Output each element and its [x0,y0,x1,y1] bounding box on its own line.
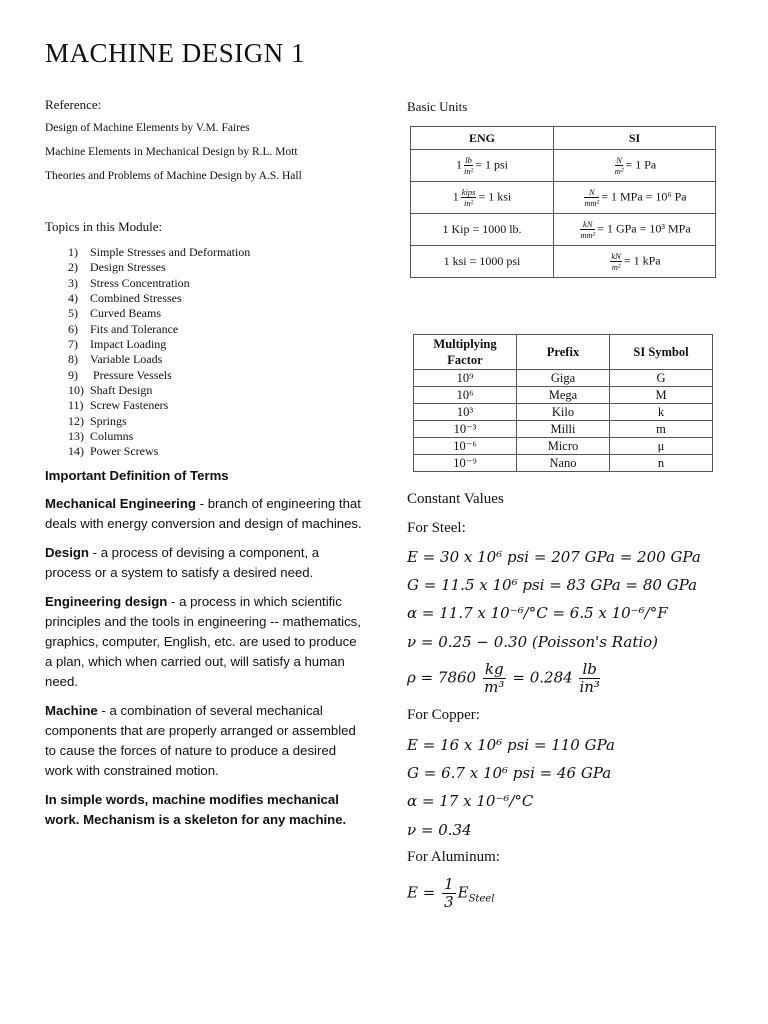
aluminum-e-var: E [457,883,469,902]
constants-heading: Constant Values [407,491,504,507]
definition-item [45,543,367,583]
numerator: lb [579,661,599,679]
topic-item [68,383,250,398]
denominator: in² [464,166,474,176]
topic-number: 2) [68,260,78,275]
steel-heading: For Steel: [407,520,466,536]
units-table-body [411,150,716,278]
prefix-cell: Micro [517,438,610,455]
si-cell [554,214,716,246]
topic-item [68,260,250,275]
denominator: 3 [444,893,454,911]
fraction [610,251,621,272]
fraction [615,155,624,176]
prefix-table [413,334,713,472]
aluminum-e-subscript: Steel [468,893,495,905]
denominator: m³ [484,678,505,696]
numerator: 1 [444,875,454,893]
table-row [414,404,713,421]
aluminum-e-formula [407,876,494,911]
topic-item [68,414,250,429]
topic-item [68,444,250,459]
table-row [411,182,716,214]
symbol-cell: μ [610,438,713,455]
denominator: mm² [584,198,600,208]
table-row [414,421,713,438]
topic-item [68,337,250,352]
definitions-section [45,466,367,839]
topic-label: Pressure Vessels [90,367,172,382]
prefix-cell: Mega [517,387,610,404]
si-suffix: = 1 GPa = 10³ MPa [597,221,691,236]
topic-number: 4) [68,291,78,306]
eng-prefix: 1 [452,189,459,204]
definition-item [45,592,367,692]
symbol-cell: M [610,387,713,404]
topic-label: Curved Beams [90,306,161,321]
copper-nu-formula: ν = 0.34 [407,821,472,839]
prefix-cell: Nano [517,455,610,472]
table-header-row [414,335,713,370]
topic-number: 14) [68,444,84,459]
eng-prefix: 1 [456,157,463,172]
topic-item [68,429,250,444]
topic-label: Stress Concentration [90,275,190,290]
definitions-heading: Important Definition of Terms [45,468,229,483]
topic-label: Springs [90,413,127,428]
definition-text: - branch of engineering that deals with energy conversion and design of machines. [45,496,362,531]
definition-text: - a process in which scientific principles and the tools in engineering -- mathematics, graphics, computer, English, etc. are used to produce a plan, which when carried out, will satisfy a human need. [45,594,361,689]
table-row [414,438,713,455]
factor-cell: 10⁶ [414,387,517,404]
aluminum-e-prefix: E = [407,883,436,902]
topic-label: Simple Stresses and Deformation [90,245,251,259]
definition-item [45,494,367,534]
factor-cell: 10³ [414,404,517,421]
factor-cell: 10⁻⁹ [414,455,517,472]
topic-number: 10) [68,383,84,398]
numerator: kg [484,660,504,678]
denominator: in³ [579,678,600,696]
definition-term: Machine [45,703,98,718]
page-title: MACHINE DESIGN 1 [45,38,305,68]
topic-label: Fits and Tolerance [90,321,179,336]
summary-text: In simple words, machine modifies mechanical work. Mechanism is a skeleton for any machine. [45,792,347,827]
reference-item: Theories and Problems of Machine Design by A.S. Hall [45,170,302,182]
definition-term: Engineering design [45,594,168,609]
si-suffix: = 1 kPa [623,253,661,268]
definition-term: Mechanical Engineering [45,496,196,511]
prefix-cell: Giga [517,370,610,387]
topic-number: 1) [68,245,78,259]
copper-heading: For Copper: [407,707,480,723]
definition-term: Design [45,545,89,560]
si-suffix: = 1 Pa [625,157,657,172]
prefix-cell: Kilo [517,404,610,421]
steel-e-formula: E = 30 x 10⁶ psi = 207 GPa = 200 GPa [407,548,701,566]
topics-list [68,245,250,460]
column-header: SI Symbol [610,335,713,370]
eng-suffix: = 1 psi [475,157,508,172]
topic-item [68,368,250,383]
definition-text: - a process of devising a component, a process or a system to satisfy a desired need. [45,545,320,580]
column-header: SI [554,127,716,150]
fraction [442,876,456,911]
numerator: kips [461,187,476,197]
eng-suffix: = 1 ksi [478,189,512,204]
topic-item [68,291,250,306]
topic-item [68,306,250,321]
topic-label: Power Screws [90,444,159,459]
prefix-table-body [414,370,713,472]
topics-heading: Topics in this Module: [45,219,163,234]
topic-number: 12) [68,413,84,428]
fraction [579,661,599,696]
topic-number: 3) [68,275,78,290]
symbol-cell: G [610,370,713,387]
topic-label: Combined Stresses [90,291,182,306]
fraction [461,187,477,208]
factor-cell: 10⁻³ [414,421,517,438]
steel-nu-formula: ν = 0.25 − 0.30 (Poisson's Ratio) [407,633,659,651]
denominator: mm² [580,230,596,240]
fraction [584,187,599,208]
definitions-summary [45,790,367,830]
steel-g-formula: G = 11.5 x 10⁶ psi = 83 GPa = 80 GPa [407,576,698,594]
symbol-cell: k [610,404,713,421]
topic-item [68,276,250,291]
symbol-cell: m [610,421,713,438]
si-cell [554,182,716,214]
steel-rho-formula [407,661,602,696]
table-row [411,246,716,278]
eng-cell [411,214,554,246]
topic-number: 6) [68,321,78,336]
numerator: kN [580,219,595,230]
eng-prefix: 1 Kip = 1000 lb. [442,222,522,236]
fraction [464,155,473,176]
numerator: N [584,187,599,198]
eng-cell [411,182,554,214]
topic-item [68,322,250,337]
topic-label: Impact Loading [90,337,167,352]
symbol-cell: n [610,455,713,472]
aluminum-heading: For Aluminum: [407,849,500,865]
topic-label: Variable Loads [90,352,163,367]
copper-g-formula: G = 6.7 x 10⁶ psi = 46 GPa [407,764,612,782]
fraction [580,219,595,240]
definition-text: - a combination of several mechanical components that are properly arranged or assembled to cause the forces of nature to produce a desired work with constrained motion. [45,703,356,778]
si-suffix: = 1 MPa = 10⁶ Pa [601,189,687,204]
units-table [410,126,716,278]
topic-label: Shaft Design [90,383,153,398]
fraction [483,661,506,696]
topic-item [68,245,250,260]
steel-alpha-formula: α = 11.7 x 10⁻⁶/°C = 6.5 x 10⁻⁶/°F [407,604,668,622]
reference-heading: Reference: [45,97,102,112]
eng-cell [411,246,554,278]
topic-label: Columns [90,429,134,444]
denominator: in² [464,198,474,208]
factor-cell: 10⁹ [414,370,517,387]
definition-item [45,701,367,781]
topic-label: Screw Fasteners [90,398,169,413]
table-row [414,387,713,404]
rho-prefix: ρ = 7860 [407,668,477,687]
topic-number: 8) [68,352,78,367]
table-row [414,370,713,387]
numerator: lb [465,155,472,165]
topic-number: 9) [68,367,78,382]
topic-number: 13) [68,429,84,444]
prefix-cell: Milli [517,421,610,438]
denominator: m² [611,262,621,272]
table-row [411,150,716,182]
numerator: N [616,155,622,165]
eng-cell [411,150,554,182]
table-row [414,455,713,472]
copper-e-formula: E = 16 x 10⁶ psi = 110 GPa [407,736,615,754]
topic-number: 11) [68,398,84,413]
denominator: m² [614,166,624,176]
topic-item [68,398,250,413]
basic-units-heading: Basic Units [407,99,468,114]
reference-item: Machine Elements in Mechanical Design by R.L. Mott [45,146,298,158]
topic-number: 7) [68,337,78,352]
column-header: ENG [411,127,554,150]
column-header: Prefix [517,335,610,370]
numerator: kN [611,251,621,261]
factor-cell: 10⁻⁶ [414,438,517,455]
topic-label: Design Stresses [90,260,166,275]
topic-number: 5) [68,306,78,321]
reference-item: Design of Machine Elements by V.M. Faires [45,122,250,134]
si-cell [554,246,716,278]
table-header-row [411,127,716,150]
eng-prefix: 1 ksi = 1000 psi [443,254,521,268]
table-row [411,214,716,246]
column-header: Multiplying Factor [414,335,517,370]
topic-item [68,352,250,367]
rho-middle: = 0.284 [512,668,573,687]
copper-alpha-formula: α = 17 x 10⁻⁶/°C [407,792,534,810]
si-cell [554,150,716,182]
constants-section [407,490,747,930]
